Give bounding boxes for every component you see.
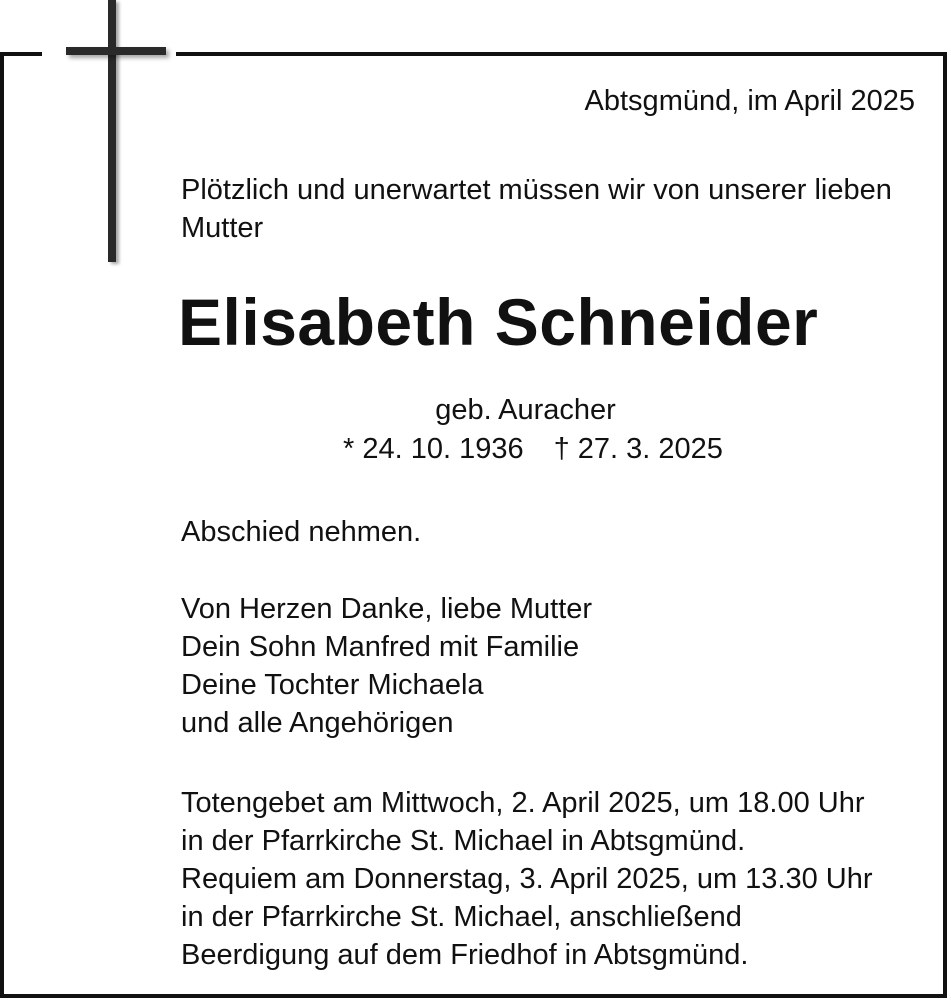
service-line: Requiem am Donnerstag, 3. April 2025, um 13.30 Uhr [181, 863, 873, 895]
birth-date: * 24. 10. 1936 [343, 433, 524, 465]
deceased-name: Elisabeth Schneider [178, 285, 819, 359]
mourners-list [181, 590, 592, 742]
frame-top-right-border [176, 52, 947, 56]
cross-icon [60, 0, 175, 270]
frame-left-border [0, 52, 4, 998]
frame-bottom-border [0, 994, 947, 998]
mourners-line: Deine Tochter Michaela [181, 669, 484, 701]
place-date: Abtsgmünd, im April 2025 [584, 85, 915, 117]
frame-right-border [943, 52, 947, 998]
service-line: Totengebet am Mittwoch, 2. April 2025, um 18.00 Uhr [181, 787, 865, 819]
farewell-text: Abschied nehmen. [181, 516, 422, 548]
birth-name: geb. Auracher [435, 394, 616, 426]
intro-line: Plötzlich und unerwartet müssen wir von unserer lieben [181, 174, 892, 206]
service-line: in der Pfarrkirche St. Michael, anschließend [181, 901, 742, 933]
service-details [181, 784, 873, 974]
intro-line: Mutter [181, 212, 264, 244]
mourners-line: Von Herzen Danke, liebe Mutter [181, 593, 593, 625]
service-line: Beerdigung auf dem Friedhof in Abtsgmünd. [181, 939, 749, 971]
intro-text [181, 171, 892, 247]
death-date: † 27. 3. 2025 [553, 433, 723, 465]
service-line: in der Pfarrkirche St. Michael in Abtsgmünd. [181, 825, 746, 857]
cross-horizontal-bar [66, 47, 166, 55]
life-dates [343, 430, 723, 468]
cross-vertical-bar [108, 0, 116, 262]
mourners-line: Dein Sohn Manfred mit Familie [181, 631, 580, 663]
mourners-line: und alle Angehörigen [181, 707, 454, 739]
frame-top-left-border [0, 52, 42, 56]
